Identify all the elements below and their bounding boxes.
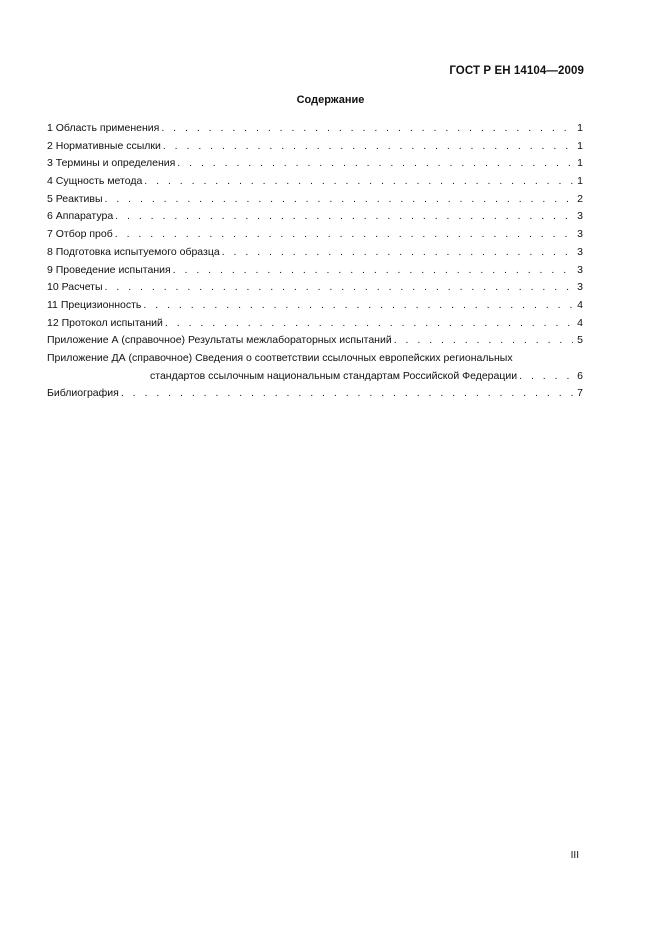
toc-entry-label: 8 Подготовка испытуемого образца <box>47 245 220 258</box>
dot-leader <box>222 244 573 262</box>
document-code: ГОСТ Р ЕН 14104—2009 <box>449 65 584 77</box>
toc-entry-label-continued: стандартов ссылочным национальным стандартам Российской Федерации <box>150 369 518 382</box>
toc-entry[interactable] <box>47 332 583 350</box>
toc-entry-appendix-da[interactable] <box>47 350 583 385</box>
toc-entry[interactable] <box>47 155 583 173</box>
dot-leader <box>144 173 573 191</box>
toc-entry-page: 4 <box>577 298 583 311</box>
toc-entry-label: Приложение ДА (справочное) Сведения о соответствии ссылочных европейских региональных <box>47 351 513 364</box>
toc-entry[interactable] <box>47 279 583 297</box>
toc-entry-label: Приложение А (справочное) Результаты межлабораторных испытаний <box>47 334 392 347</box>
dot-leader <box>163 138 573 156</box>
dot-leader <box>165 315 573 333</box>
dot-leader <box>394 332 573 350</box>
dot-leader <box>105 191 574 209</box>
dot-leader <box>161 120 573 138</box>
toc-entry-page: 3 <box>577 210 583 223</box>
toc-entry[interactable] <box>47 120 583 138</box>
toc-entry-page: 1 <box>577 175 583 188</box>
toc-entry-page: 1 <box>577 157 583 170</box>
toc-entry-label: 5 Реактивы <box>47 192 103 205</box>
toc-entry-label: 11 Прецизионность <box>47 298 142 311</box>
toc-entry-page: 5 <box>577 334 583 347</box>
toc-entry-label: 7 Отбор проб <box>47 228 113 241</box>
toc-entry-label: 6 Аппаратура <box>47 210 114 223</box>
toc-entry[interactable] <box>47 297 583 315</box>
toc-entry-page: 3 <box>577 263 583 276</box>
dot-leader <box>121 385 573 403</box>
dot-leader <box>115 226 573 244</box>
toc-entry-page: 4 <box>577 316 583 329</box>
dot-leader <box>115 208 573 226</box>
toc-entry[interactable] <box>47 208 583 226</box>
toc-entry-label: 3 Термины и определения <box>47 157 176 170</box>
toc-entry-page: 7 <box>577 387 583 400</box>
toc-title: Содержание <box>296 94 365 106</box>
dot-leader <box>143 297 573 315</box>
toc-entry[interactable] <box>47 191 583 209</box>
toc-entry-page: 3 <box>577 281 583 294</box>
toc-entry[interactable] <box>47 315 583 333</box>
toc-entry-label: 12 Протокол испытаний <box>47 316 163 329</box>
dot-leader <box>177 155 573 173</box>
toc-entry-bibliography[interactable] <box>47 385 583 403</box>
toc-entry-page: 2 <box>577 192 583 205</box>
toc-entry-label: 9 Проведение испытания <box>47 263 171 276</box>
dot-leader <box>173 262 573 280</box>
toc-entry-continuation <box>47 368 583 386</box>
toc-entry-label: 1 Область применения <box>47 122 160 134</box>
dot-leader <box>519 368 573 386</box>
toc-entry[interactable] <box>47 173 583 191</box>
toc-entry[interactable] <box>47 226 583 244</box>
toc-entry-label: 10 Расчеты <box>47 281 103 294</box>
table-of-contents <box>47 120 583 403</box>
toc-entry-label: 4 Сущность метода <box>47 175 143 188</box>
toc-entry-page: 1 <box>577 139 583 152</box>
toc-entry-page: 3 <box>577 228 583 241</box>
toc-entry-page: 1 <box>577 122 583 134</box>
toc-entry-page: 3 <box>577 245 583 258</box>
toc-entry[interactable] <box>47 138 583 156</box>
page-number: III <box>570 850 579 861</box>
toc-entry-label: 2 Нормативные ссылки <box>47 139 161 152</box>
toc-entry-page: 6 <box>577 369 583 382</box>
toc-entry-label: Библиография <box>47 387 119 400</box>
toc-entry[interactable] <box>47 262 583 280</box>
toc-entry[interactable] <box>47 244 583 262</box>
dot-leader <box>105 279 574 297</box>
